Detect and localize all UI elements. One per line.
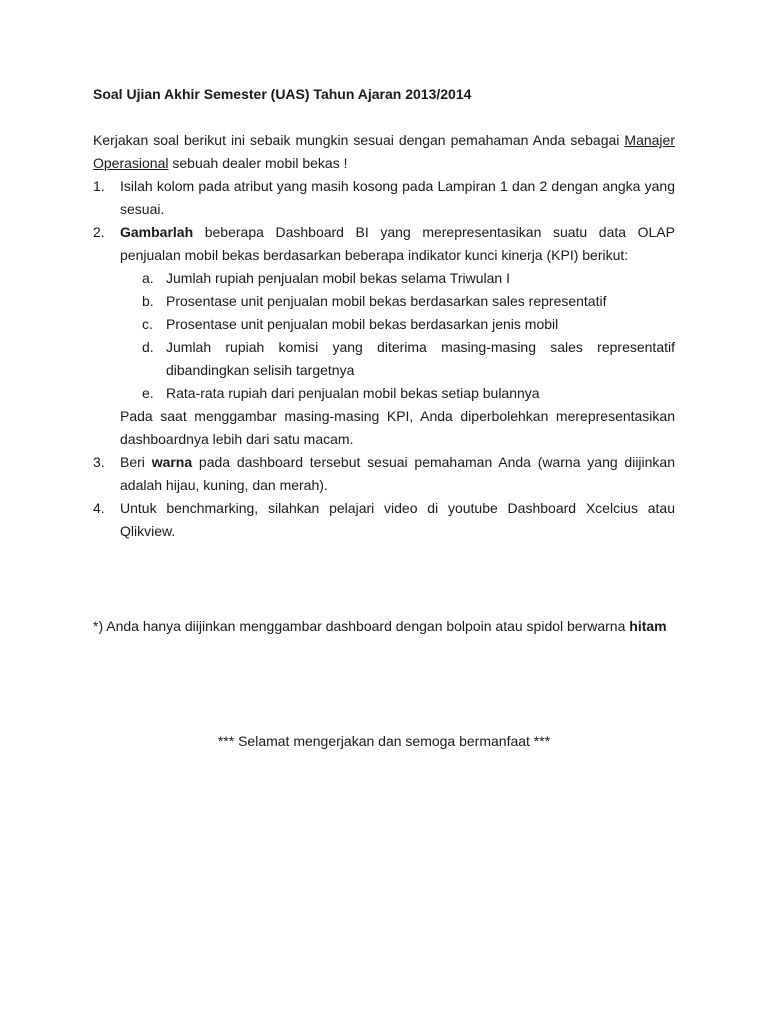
question-text: beberapa Dashboard BI yang merepresentasikan suatu data OLAP penjualan mobil bekas berdasarkan beberapa indikator kunci kinerja (KPI) berikut: (120, 224, 675, 263)
question-item-4 (93, 497, 675, 543)
question-text-start: Beri (120, 454, 152, 470)
question-item-2 (93, 221, 675, 451)
question-item-3 (93, 451, 675, 497)
kpi-letter: d. (142, 339, 154, 355)
question-text: pada dashboard tersebut sesuai pemahaman Anda (warna yang diijinkan adalah hijau, kuning, dan merah). (120, 454, 676, 493)
question-number: 4. (93, 500, 105, 516)
role-underlined: Manajer Operasional (93, 132, 675, 171)
footnote (93, 615, 675, 638)
kpi-list (120, 267, 675, 405)
kpi-letter: b. (142, 293, 154, 309)
question-list (93, 175, 675, 543)
exam-document (93, 83, 675, 543)
kpi-text: Prosentase unit penjualan mobil bekas berdasarkan jenis mobil (166, 316, 559, 332)
intro-text: Kerjakan soal berikut ini sebaik mungkin sesuai dengan pemahaman Anda sebagai (93, 132, 625, 148)
kpi-item (120, 382, 675, 405)
question-item-1 (93, 175, 675, 221)
question-number: 1. (93, 178, 105, 194)
kpi-text: Prosentase unit penjualan mobil bekas berdasarkan sales representatif (166, 293, 607, 309)
intro-text-end: sebuah dealer mobil bekas ! (168, 155, 348, 171)
kpi-text: Rata-rata rupiah dari penjualan mobil bekas setiap bulannya (166, 385, 540, 401)
question-keyword: warna (151, 454, 193, 470)
footnote-keyword: hitam (629, 618, 667, 634)
question-followup: Pada saat menggambar masing-masing KPI, Anda diperbolehkan merepresentasikan dashboardnya lebih dari satu macam. (120, 408, 675, 447)
question-text: Isilah kolom pada atribut yang masih kosong pada Lampiran 1 dan 2 dengan angka yang sesuai. (120, 178, 675, 217)
question-keyword: Gambarlah (120, 224, 194, 240)
closing-message: *** Selamat mengerjakan dan semoga bermanfaat *** (217, 733, 551, 749)
kpi-letter: c. (142, 316, 153, 332)
kpi-item (120, 290, 675, 313)
kpi-letter: a. (142, 270, 154, 286)
kpi-item (120, 336, 675, 382)
question-text: Untuk benchmarking, silahkan pelajari video di youtube Dashboard Xcelcius atau Qlikview. (120, 500, 675, 539)
footnote-text: *) Anda hanya diijinkan menggambar dashboard dengan bolpoin atau spidol berwarna (93, 618, 630, 634)
kpi-item (120, 313, 675, 336)
question-number: 2. (93, 224, 105, 240)
kpi-text: Jumlah rupiah komisi yang diterima masing-masing sales representatif dibandingkan selisih targetnya (166, 339, 675, 378)
page-title: Soal Ujian Akhir Semester (UAS) Tahun Ajaran 2013/2014 (93, 86, 472, 102)
kpi-text: Jumlah rupiah penjualan mobil bekas selama Triwulan I (166, 270, 510, 286)
kpi-item (120, 267, 675, 290)
intro-paragraph (93, 129, 675, 175)
kpi-letter: e. (142, 385, 154, 401)
question-number: 3. (93, 454, 105, 470)
